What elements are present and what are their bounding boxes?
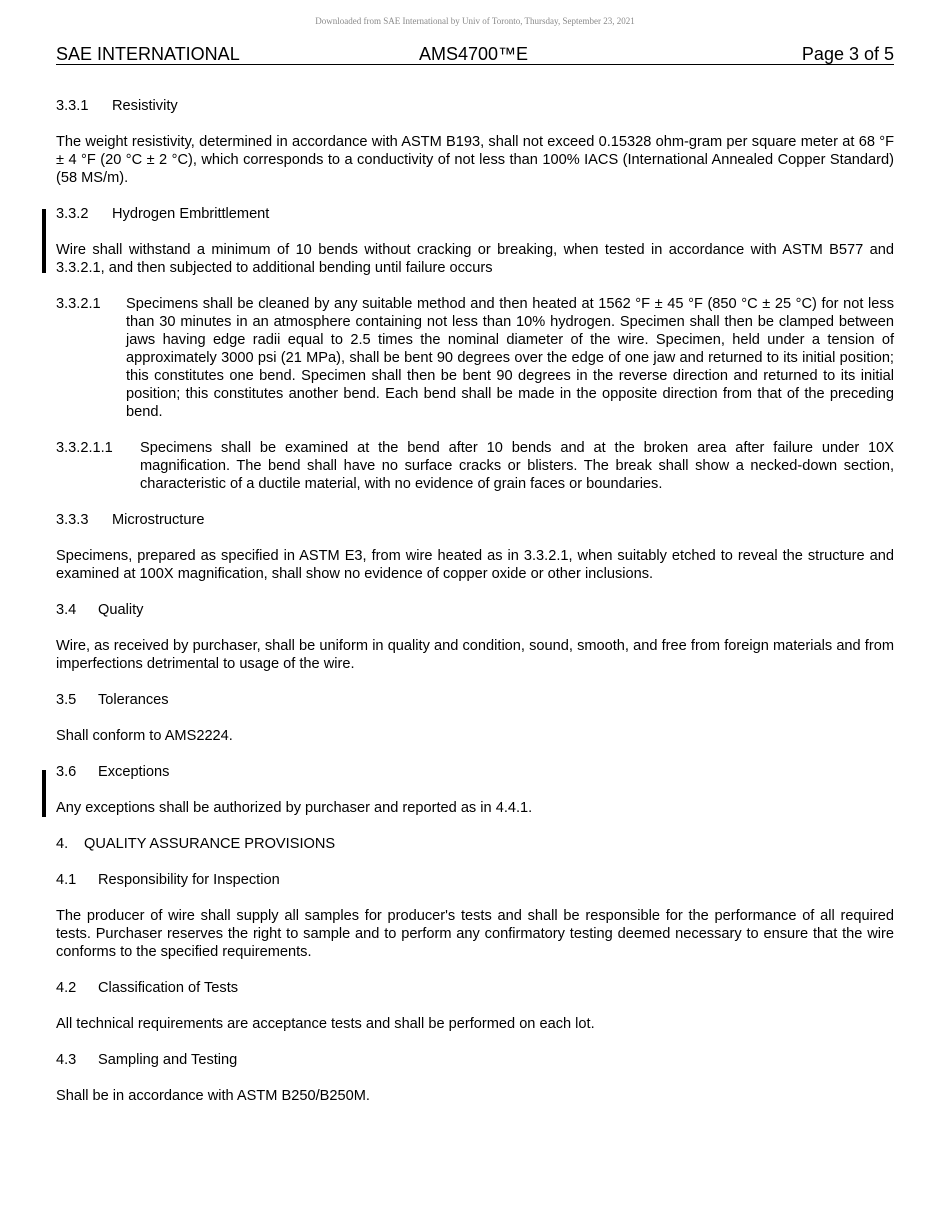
document-body [56, 97, 894, 1123]
section-4-1-body: The producer of wire shall supply all samples for producer's tests and shall be responsible for the performance of all required tests. Purchaser reserves the right to sample and to perform any confirmatory testing deemed necessary to ensure that the wire conforms to the specified requirements. [56, 908, 894, 960]
section-title: Responsibility for Inspection [98, 872, 280, 888]
section-4-3-body: Shall be in accordance with ASTM B250/B250M. [56, 1088, 370, 1104]
section-title: Classification of Tests [98, 980, 239, 996]
section-title: Quality [98, 602, 144, 618]
section-4-2-body: All technical requirements are acceptance tests and shall be performed on each lot. [56, 1016, 595, 1032]
section-number: 3.4 [56, 602, 77, 618]
section-number: 3.3.2.1.1 [56, 440, 113, 456]
section-3-6-heading [56, 763, 894, 781]
section-3-3-3-heading [56, 511, 894, 529]
section-3-5-body: Shall conform to AMS2224. [56, 728, 233, 744]
section-4-1-heading [56, 871, 894, 889]
section-number: 3.3.3 [56, 512, 89, 528]
section-3-6-body: Any exceptions shall be authorized by purchaser and reported as in 4.4.1. [56, 800, 533, 816]
section-3-3-3-body: Specimens, prepared as specified in ASTM E3, from wire heated as in 3.3.2.1, when suitably etched to reveal the structure and examined at 100X magnification, shall show no evidence of copper oxide or other inclusions. [56, 548, 894, 582]
section-3-3-2-1-body: Specimens shall be cleaned by any suitable method and then heated at 1562 °F ± 45 °F (850 °C ± 25 °C) for not less than 30 minutes in an atmosphere containing not less than 10% hydrogen. Specimen shall then be clamped between jaws having edge radii equal to 2.5 times the nominal diameter of the wire. Specimen, held under a tension of approximately 3000 psi (21 MPa), shall be bent 90 degrees over the edge of one jaw and returned to its initial position; this constitutes one bend. Specimen shall then be bent 90 degrees in the reverse direction and returned to its initial position; this constitutes another bend. Each bend shall be made in the opposite direction from that of the preceding bend. [126, 296, 894, 420]
section-number: 4. [56, 836, 69, 852]
section-title: Tolerances [98, 692, 169, 708]
section-number: 3.3.2 [56, 206, 89, 222]
section-number: 3.6 [56, 764, 77, 780]
section-number: 3.3.1 [56, 98, 89, 114]
section-title: Hydrogen Embrittlement [112, 206, 270, 222]
download-watermark: Downloaded from SAE International by Univ of Toronto, Thursday, September 23, 2021 [315, 16, 635, 26]
revision-bar-3-6 [42, 770, 46, 817]
section-title: Microstructure [112, 512, 205, 528]
section-title: Sampling and Testing [98, 1052, 238, 1068]
section-3-3-2-1-1-body: Specimens shall be examined at the bend after 10 bends and at the broken area after failure under 10X magnification. The bend shall have no surface cracks or blisters. The break shall show a necked-down section, characteristic of a ductile material, with no evidence of grain faces or boundaries. [140, 440, 894, 492]
section-4-2-heading [56, 979, 894, 997]
section-number: 4.3 [56, 1052, 77, 1068]
section-number: 4.1 [56, 872, 77, 888]
page-header [56, 44, 894, 65]
section-3-4-heading [56, 601, 894, 619]
section-title: Exceptions [98, 764, 170, 780]
section-number: 4.2 [56, 980, 77, 996]
header-organization: SAE INTERNATIONAL [56, 44, 240, 64]
header-page-number: Page 3 of 5 [801, 44, 894, 64]
section-3-5-heading [56, 691, 894, 709]
section-4-heading [56, 835, 894, 853]
section-3-3-2-body: Wire shall withstand a minimum of 10 bends without cracking or breaking, when tested in accordance with ASTM B577 and 3.3.2.1, and then subjected to additional bending until failure occurs [56, 242, 894, 276]
section-3-3-1-heading [56, 97, 894, 115]
section-title: Resistivity [112, 98, 178, 114]
section-3-3-2-1 [56, 295, 894, 421]
section-3-4-body: Wire, as received by purchaser, shall be uniform in quality and condition, sound, smooth, and free from foreign materials and from imperfections detrimental to usage of the wire. [56, 638, 894, 672]
section-3-3-2-1-1 [56, 439, 894, 493]
section-number: 3.5 [56, 692, 77, 708]
section-4-3-heading [56, 1051, 894, 1069]
section-title: QUALITY ASSURANCE PROVISIONS [84, 836, 336, 852]
section-number: 3.3.2.1 [56, 296, 101, 312]
header-document-number: AMS4700™E [419, 44, 529, 64]
section-3-3-1-body: The weight resistivity, determined in accordance with ASTM B193, shall not exceed 0.15328 ohm-gram per square meter at 68 °F ± 4 °F (20 °C ± 2 °C), which corresponds to a conductivity of not less than 100% IACS (International Annealed Copper Standard) (58 MS/m). [56, 134, 894, 186]
section-3-3-2-heading [56, 205, 894, 223]
revision-bar-3-3-2 [42, 209, 46, 273]
